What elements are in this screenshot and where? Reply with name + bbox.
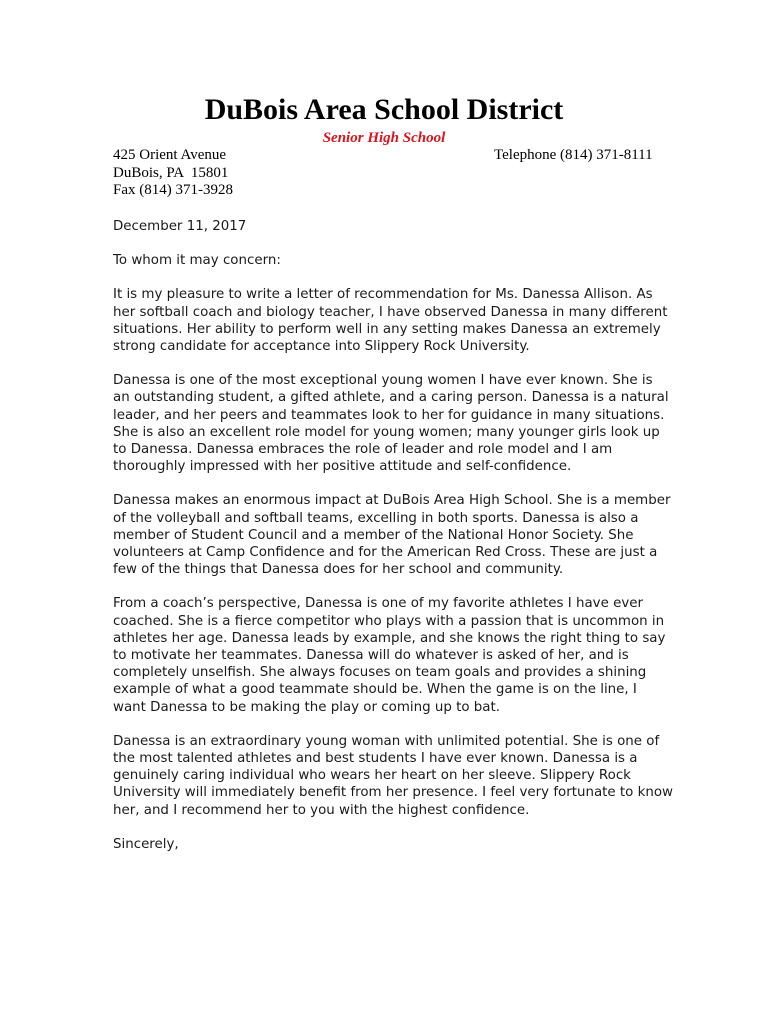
address-block <box>113 147 233 200</box>
paragraph-4: From a coach’s perspective, Danessa is one of my favorite athletes I have ever coached. She is a fierce competitor who plays with a passion that is uncommon in athletes her age. Danessa leads by example, and she knows the right thing to say to motivate her teammates. Danessa will do whatever is asked of her, and is completely unselfish. She always focuses on team goals and provides a shining example of what a good teammate should be. When the game is on the line, I want Danessa to be making the play or coming up to bat. <box>113 596 666 715</box>
salutation: To whom it may concern: <box>113 253 281 269</box>
school-name: Senior High School <box>322 130 446 146</box>
address-street: 425 Orient Avenue <box>113 147 227 163</box>
address-fax: Fax (814) 371-3928 <box>113 182 233 198</box>
paragraph-3: Danessa makes an enormous impact at DuBois Area High School. She is a member of the volleyball and softball teams, excelling in both sports. Danessa is also a member of Student Council and a member of the National Honor Society. She volunteers at Camp Confidence and for the American Red Cross. These are just a few of the things that Danessa does for her school and community. <box>113 493 671 578</box>
paragraph-5: Danessa is an extraordinary young woman with unlimited potential. She is one of the most talented athletes and best students I have ever known. Danessa is a genuinely caring individual who wears her heart on her sleeve. Slippery Rock University will immediately benefit from her presence. I feel very fortunate to know her, and I recommend her to you with the highest confidence. <box>113 733 674 818</box>
closing: Sincerely, <box>113 836 179 852</box>
telephone: Telephone (814) 371-8111 <box>494 147 653 163</box>
letter-body <box>113 218 673 870</box>
paragraph-1: It is my pleasure to write a letter of recommendation for Ms. Danessa Allison. As her softball coach and biology teacher, I have observed Danessa in many different situations. Her ability to perform well in any setting makes Danessa an extremely strong candidate for acceptance into Slippery Rock University. <box>113 287 668 355</box>
district-name: DuBois Area School District <box>204 93 564 126</box>
address-city: DuBois, PA 15801 <box>113 164 229 181</box>
letter-date: December 11, 2017 <box>113 219 247 234</box>
paragraph-2: Danessa is one of the most exceptional young women I have ever known. She is an outstanding student, a gifted athlete, and a caring person. Danessa is a natural leader, and her peers and teammates look to her for guidance in many situations. She is also an excellent role model for young women; many younger girls look up to Danessa. Danessa embraces the role of leader and role model and I am thoroughly impressed with her positive attitude and self-confidence. <box>113 373 669 475</box>
